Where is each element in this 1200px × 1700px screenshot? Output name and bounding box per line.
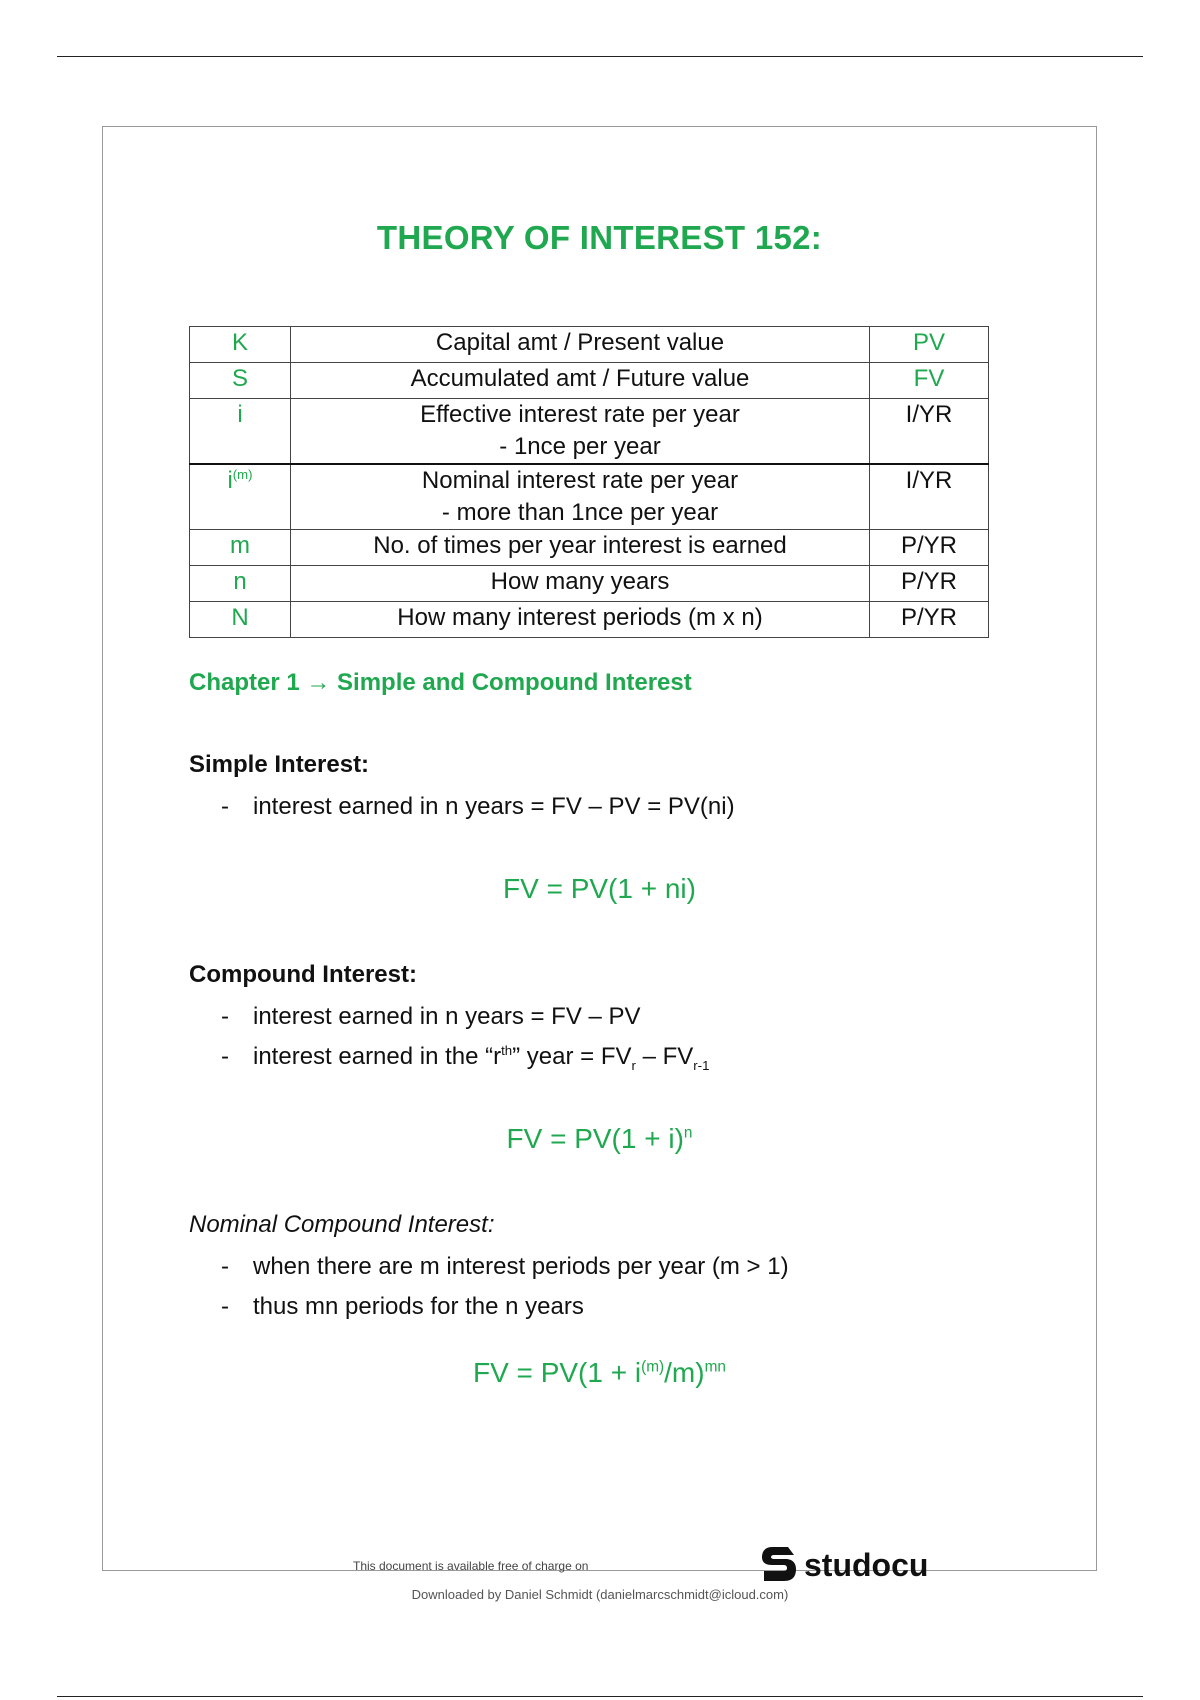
studocu-logo[interactable]: [758, 1543, 928, 1587]
simple-interest-bullet: - interest earned in n years = FV – PV = PV(ni): [221, 793, 735, 820]
nominal-compound-bullet: - when there are m interest periods per year (m > 1): [221, 1253, 789, 1280]
bullet-text: interest earned in n years = FV – PV: [253, 1003, 641, 1030]
bullet-text-part: ” year = FV: [512, 1043, 632, 1070]
calculator-key-cell: FV: [870, 363, 989, 399]
chapter-heading: Chapter 1 → Simple and Compound Interest: [189, 669, 692, 696]
description-cell: Accumulated amt / Future value: [291, 363, 870, 399]
formula-part: FV = PV(1 + i: [473, 1357, 642, 1388]
definitions-table: [189, 326, 989, 638]
table-row: [190, 602, 989, 638]
description-cell: [291, 464, 870, 530]
calculator-key-cell: P/YR: [870, 530, 989, 566]
nominal-compound-formula: [103, 1357, 1096, 1389]
table-row: [190, 530, 989, 566]
availability-note: This document is available free of charge on: [353, 1559, 589, 1573]
formula-exponent: mn: [704, 1358, 726, 1376]
description-text: Effective interest rate per year: [420, 401, 740, 428]
description-cell: How many interest periods (m x n): [291, 602, 870, 638]
description-cell: Capital amt / Present value: [291, 327, 870, 363]
calculator-key-cell: PV: [870, 327, 989, 363]
symbol-cell: [190, 464, 291, 530]
symbol-superscript: (m): [232, 467, 253, 482]
calculator-key-cell: I/YR: [870, 464, 989, 530]
document-page: [102, 126, 1097, 1583]
formula-main: FV = PV(1 + i): [506, 1123, 684, 1154]
compound-interest-formula: [103, 1123, 1096, 1155]
table-row: [190, 327, 989, 363]
bullet-subscript: r-1: [693, 1057, 710, 1073]
symbol-cell: i: [190, 399, 291, 465]
bullet-subscript: r: [631, 1057, 636, 1073]
description-subpoint: - 1nce per year: [499, 433, 661, 460]
table-row: [190, 566, 989, 602]
bullet-text: interest earned in n years = FV – PV = PV(ni): [253, 793, 735, 820]
symbol-cell: S: [190, 363, 291, 399]
formula-exponent: n: [683, 1124, 693, 1142]
symbol-cell: N: [190, 602, 291, 638]
bottom-rule: [57, 1696, 1143, 1697]
description-cell: How many years: [291, 566, 870, 602]
simple-interest-heading: Simple Interest:: [189, 751, 370, 778]
simple-interest-formula: FV = PV(1 + ni): [503, 873, 696, 904]
symbol-base: i: [227, 467, 233, 494]
symbol-cell: n: [190, 566, 291, 602]
description-text: Nominal interest rate per year: [421, 467, 739, 494]
table-row: [190, 464, 989, 530]
compound-interest-heading: Compound Interest:: [189, 961, 417, 988]
formula-part: /m): [664, 1357, 705, 1388]
compound-interest-bullet: - interest earned in the “$r^{th}$” year = $FV_r - FV_{r-1}$: [221, 1043, 710, 1073]
formula-superscript: (m): [641, 1358, 665, 1376]
compound-interest-bullet: - interest earned in n years = FV – PV: [221, 1003, 641, 1030]
bullet-text-part: – FV: [635, 1043, 694, 1070]
calculator-key-cell: P/YR: [870, 602, 989, 638]
document-title: THEORY OF INTEREST 152:: [376, 219, 823, 256]
bullet-text: thus mn periods for the n years: [253, 1293, 584, 1320]
description-cell: No. of times per year interest is earned: [291, 530, 870, 566]
top-rule: [57, 56, 1143, 57]
table-row: [190, 363, 989, 399]
bullet-superscript: th: [501, 1043, 513, 1058]
bullet-text-part: interest earned in the “r: [253, 1043, 502, 1070]
symbol-cell: m: [190, 530, 291, 566]
calculator-key-cell: I/YR: [870, 399, 989, 465]
description-subpoint: - more than 1nce per year: [441, 499, 719, 526]
description-cell: [291, 399, 870, 465]
calculator-key-cell: P/YR: [870, 566, 989, 602]
symbol-cell: K: [190, 327, 291, 363]
table-row: [190, 399, 989, 465]
brand-name: studocu: [804, 1546, 929, 1583]
studocu-icon: [758, 1543, 800, 1587]
download-note: Downloaded by Daniel Schmidt (danielmarcschmidt@icloud.com): [411, 1587, 789, 1602]
nominal-compound-heading: Nominal Compound Interest:: [189, 1211, 495, 1238]
nominal-compound-bullet: - thus mn periods for the n years: [221, 1293, 584, 1320]
bullet-text: when there are m interest periods per year (m > 1): [253, 1253, 789, 1280]
